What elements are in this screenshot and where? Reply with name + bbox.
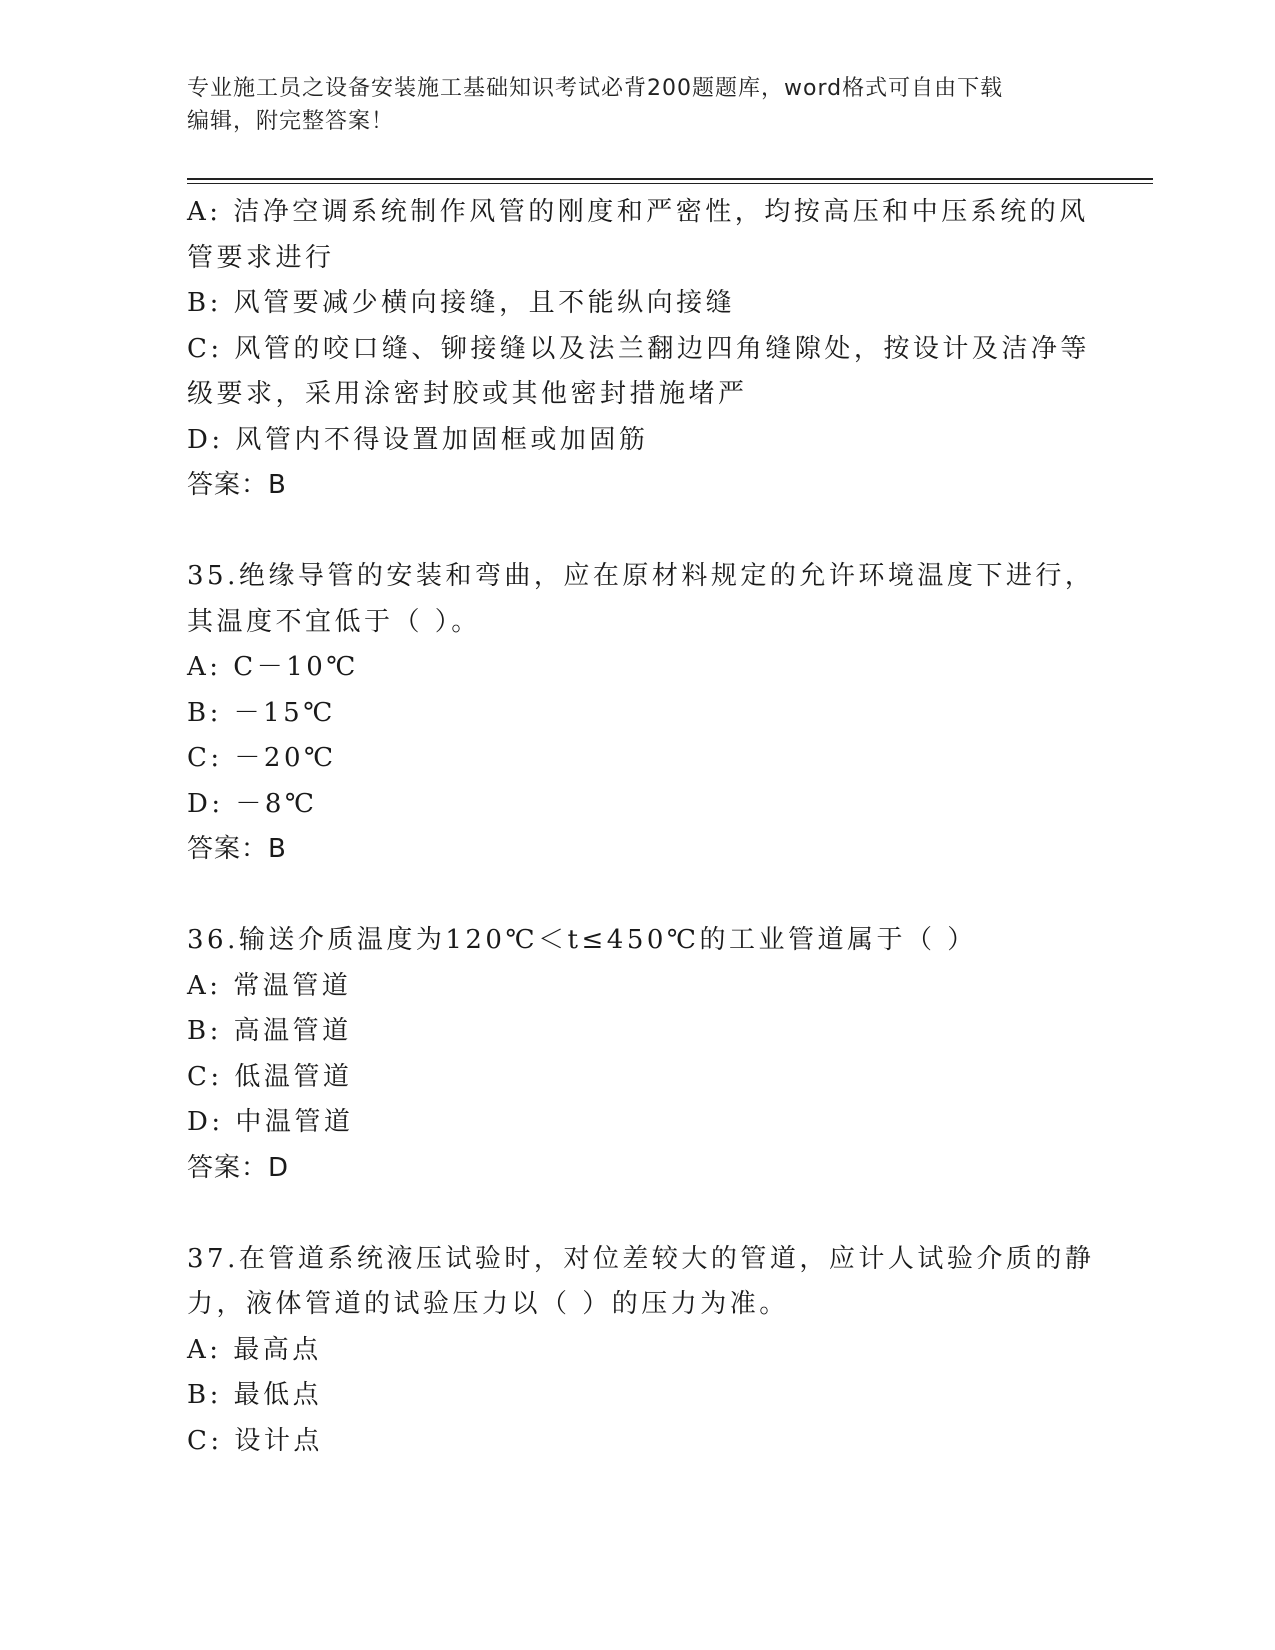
option-d: D: 中温管道 (187, 1107, 354, 1137)
header-title-line-1: 专业施工员之设备安装施工基础知识考试必背200题题库，word格式可自由下载 (187, 76, 1004, 101)
header-rule-thin (187, 183, 1153, 184)
question-stem-line-2: 力，液体管道的试验压力以（ ）的压力为准。 (187, 1289, 789, 1319)
option-a-line-2: 管要求进行 (187, 242, 335, 273)
option-a: A: 常温管道 (187, 970, 352, 1001)
option-d: D: 风管内不得设置加固框或加固筋 (187, 424, 649, 455)
option-a: A: C－10℃ (187, 652, 359, 682)
option-c-line-1: C: 风管的咬口缝、铆接缝以及法兰翻边四角缝隙处，按设计及洁净等 (187, 333, 1090, 364)
option-b: B: 风管要减少横向接缝，且不能纵向接缝 (187, 288, 736, 318)
header-rule-thick (187, 178, 1153, 180)
spacer (187, 873, 1067, 919)
question-36 (187, 918, 1067, 1191)
question-stem-line-1: 37.在管道系统液压试验时，对位差较大的管道，应计人试验介质的静 (187, 1243, 1095, 1274)
option-a-line-1: A: 洁净空调系统制作风管的刚度和严密性，均按高压和中压系统的风 (187, 197, 1089, 227)
option-c: C: 设计点 (187, 1425, 323, 1456)
spacer (187, 1191, 1067, 1237)
option-c: C: 低温管道 (187, 1061, 353, 1092)
header-title-line-2: 编辑，附完整答案！ (187, 109, 395, 134)
question-stem-line-1: 35.绝缘导管的安装和弯曲，应在原材料规定的允许环境温度下进行， (187, 561, 1095, 591)
document-header (187, 72, 1067, 138)
spacer (187, 509, 1067, 555)
option-d: D: －8℃ (187, 788, 318, 819)
answer: 答案：B (187, 834, 287, 864)
answer: 答案：B (187, 470, 287, 500)
option-c-line-2: 级要求，采用涂密封胶或其他密封措施堵严 (187, 379, 748, 409)
option-b: B: 最低点 (187, 1380, 323, 1410)
question-37 (187, 1237, 1095, 1465)
question-stem-line-2: 其温度不宜低于（ ）。 (187, 606, 481, 637)
question-34 (187, 190, 1090, 509)
option-c: C: －20℃ (187, 743, 337, 773)
option-b: B: 高温管道 (187, 1016, 352, 1046)
option-a: A: 最高点 (187, 1334, 322, 1365)
answer: 答案：D (187, 1152, 290, 1183)
question-content (187, 190, 1095, 1464)
question-stem: 36.输送介质温度为120℃＜t≤450℃的工业管道属于（ ） (187, 925, 977, 955)
option-b: B: －15℃ (187, 697, 336, 728)
question-35 (187, 554, 1095, 873)
